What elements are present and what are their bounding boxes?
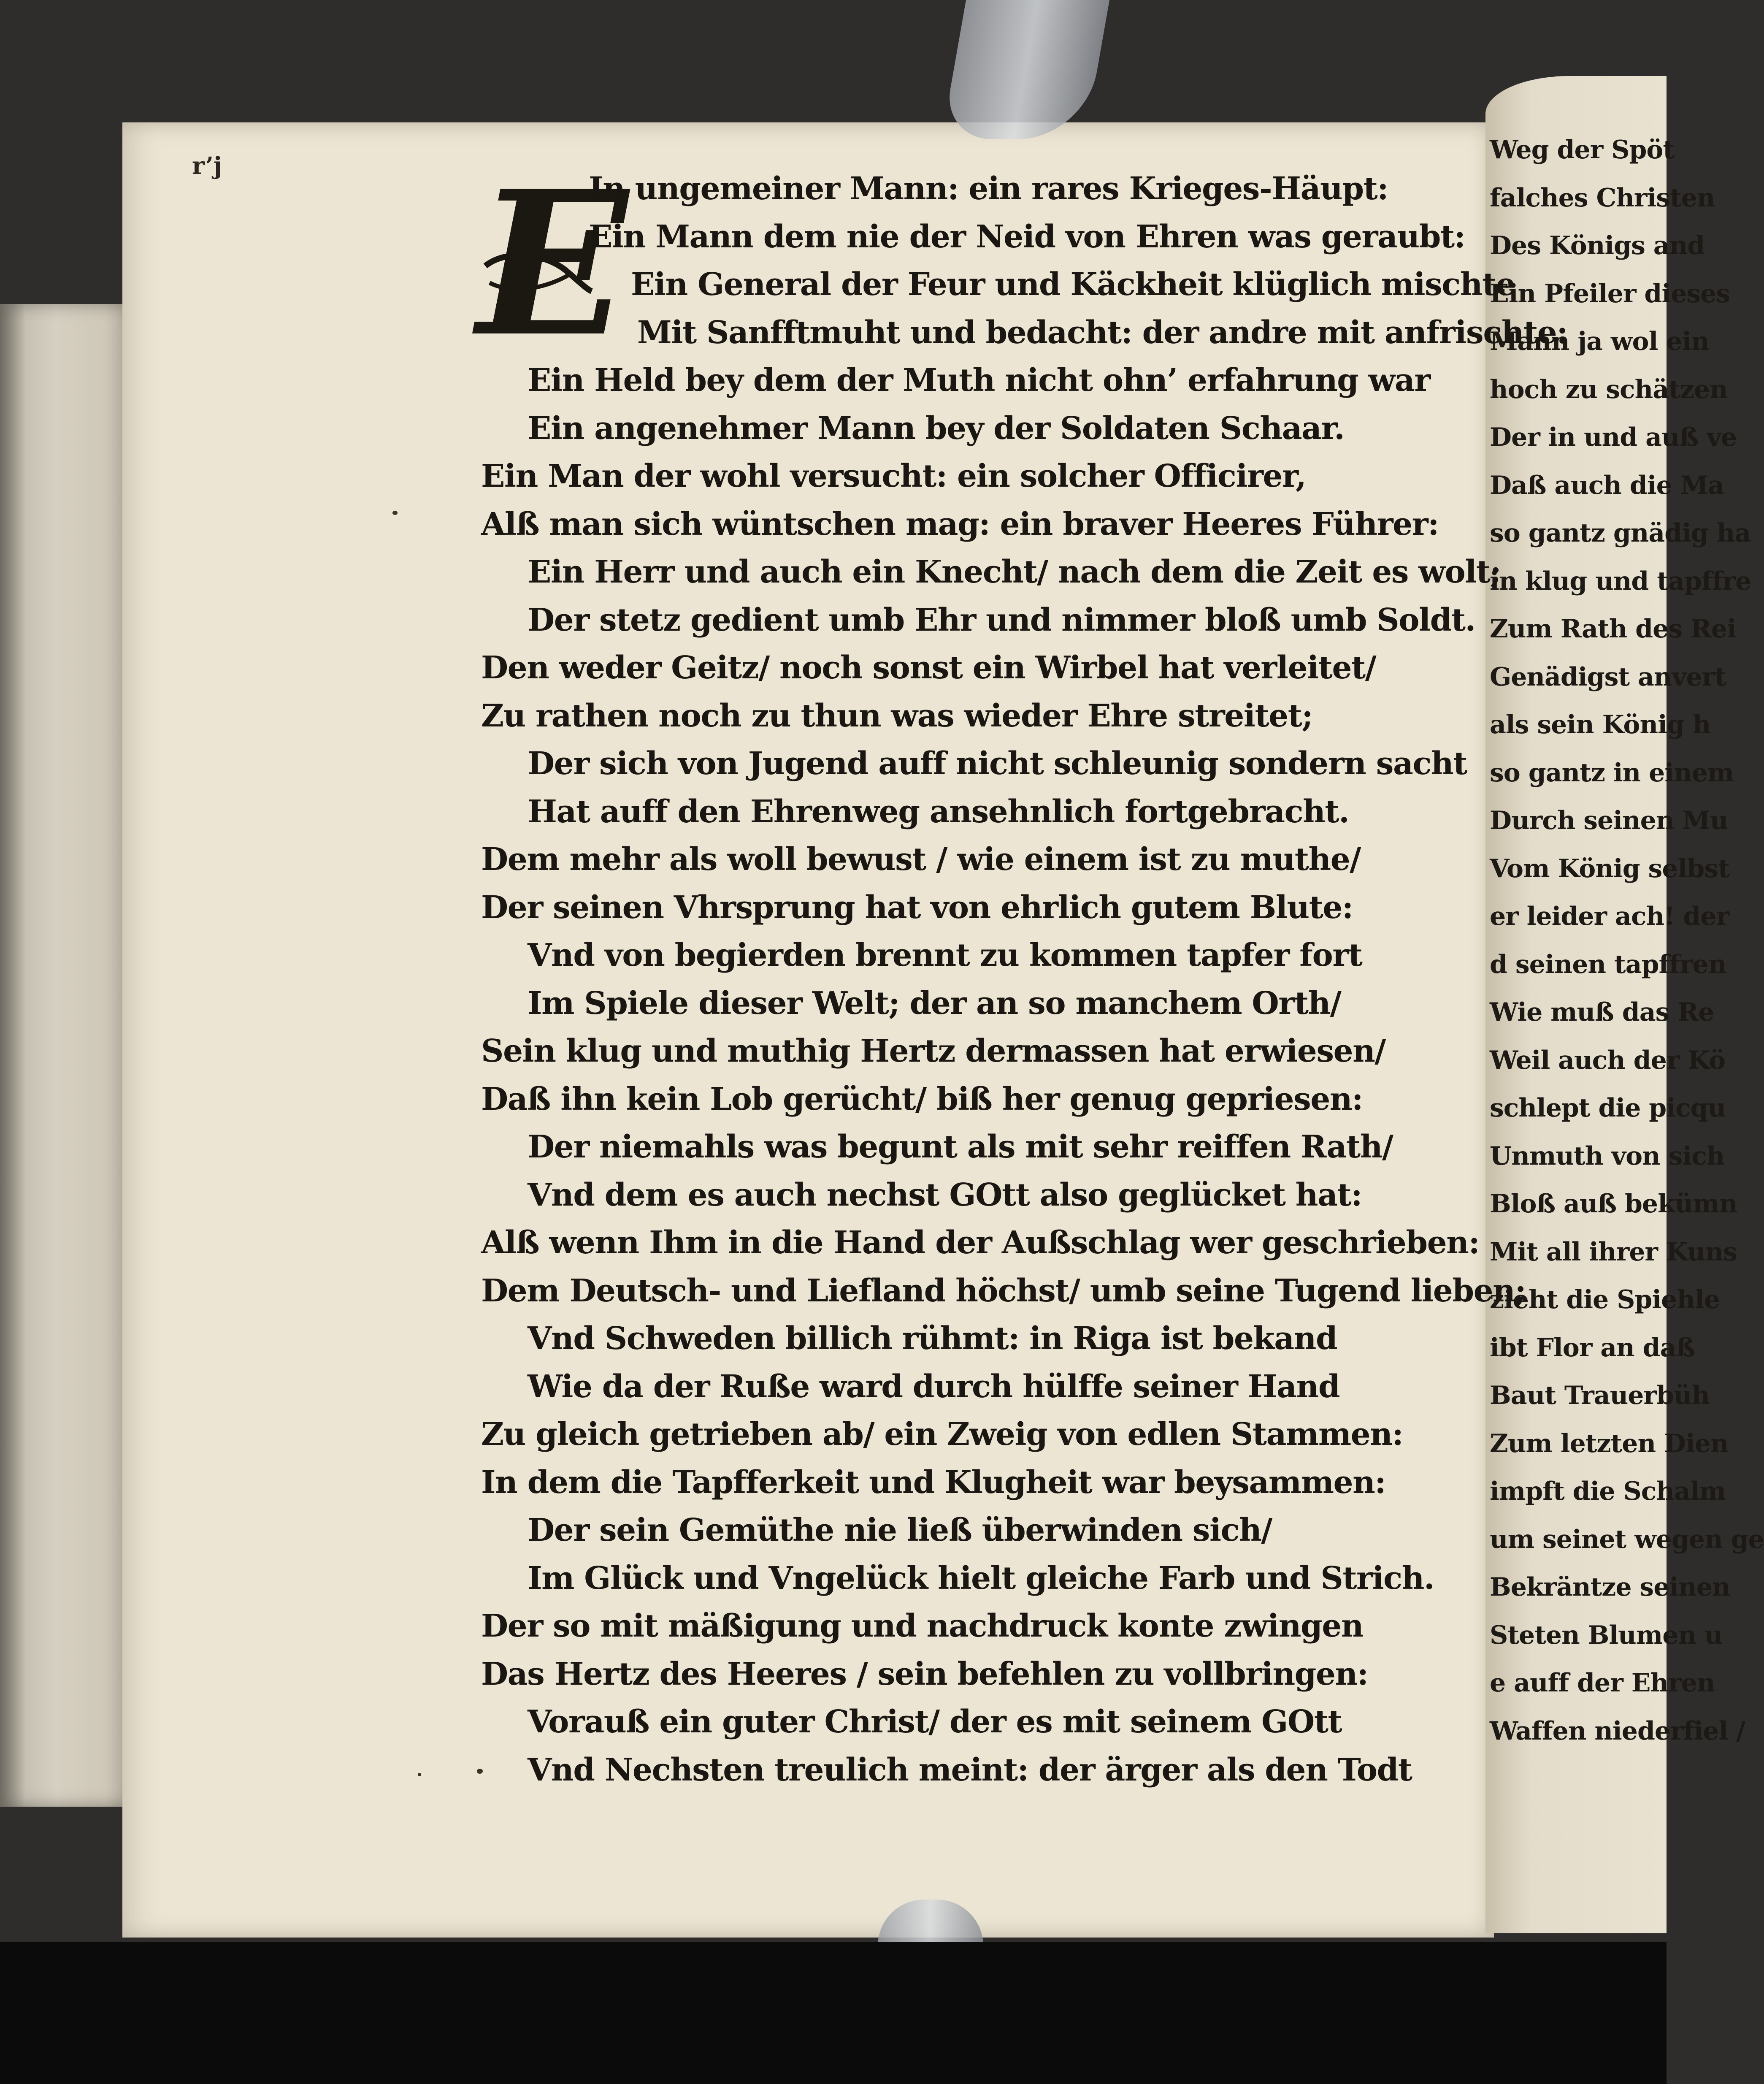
facing-page-line: Durch seinen Mu bbox=[1490, 806, 1728, 835]
facing-page-line: Mit all ihrer Kuns bbox=[1490, 1237, 1737, 1267]
facing-page-line: als sein König h bbox=[1490, 710, 1711, 740]
facing-page-line: Wie muß das Re bbox=[1490, 997, 1714, 1027]
facing-page-line: ibt Flor an daß bbox=[1490, 1333, 1695, 1363]
facing-page-line: Der in und auß ve bbox=[1490, 423, 1737, 452]
poem-line: Dem mehr als woll bewust / wie einem ist zu muthe/ bbox=[481, 841, 1361, 878]
poem-line: Hat auff den Ehrenweg ansehnlich fortgebracht. bbox=[528, 794, 1349, 830]
facing-page-line: impft die Schalm bbox=[1490, 1477, 1726, 1506]
facing-page-line: e auff der Ehren bbox=[1490, 1668, 1715, 1698]
poem-line: Mit Sanfftmuht und bedacht: der andre mit anfrischte: bbox=[637, 314, 1568, 351]
facing-page-line: Des Königs and bbox=[1490, 231, 1705, 260]
poem-line: Das Hertz des Heeres / sein befehlen zu vollbringen: bbox=[481, 1656, 1368, 1692]
facing-page-line: Unmuth von sich bbox=[1490, 1141, 1725, 1171]
facing-page-line: Waffen niederfiel / bbox=[1490, 1716, 1745, 1746]
facing-page-line: Daß auch die Ma bbox=[1490, 471, 1724, 500]
facing-page-line: falches Christen bbox=[1490, 183, 1715, 213]
facing-page-line: d seinen tapffren bbox=[1490, 950, 1726, 979]
poem-line: Der seinen Vhrsprung hat von ehrlich gutem Blute: bbox=[481, 889, 1353, 926]
poem-line: Der so mit mäßigung und nachdruck konte zwingen bbox=[481, 1608, 1364, 1644]
poem-line: Ein Mann dem nie der Neid von Ehren was geraubt: bbox=[589, 219, 1465, 255]
poem-line: Ein angenehmer Mann bey der Soldaten Schaar. bbox=[528, 410, 1345, 447]
poem-line: Daß ihn kein Lob gerücht/ biß her genug gepriesen: bbox=[481, 1081, 1363, 1117]
facing-page-line: Bekräntze seinen bbox=[1490, 1572, 1730, 1602]
poem-line: In ungemeiner Mann: ein rares Krieges-Häupt: bbox=[589, 171, 1388, 207]
poem-line: Der sich von Jugend auff nicht schleunig sondern sacht bbox=[528, 745, 1467, 782]
poem-line: Im Spiele dieser Welt; der an so manchem Orth/ bbox=[528, 985, 1341, 1022]
facing-page bbox=[1485, 76, 1764, 1933]
poem-line: Ein General der Feur und Käckheit klüglich mischte bbox=[631, 266, 1515, 303]
facing-page-line: Bloß auß bekümn bbox=[1490, 1189, 1737, 1219]
poem-line: Vnd dem es auch nechst GOtt also geglücket hat: bbox=[528, 1177, 1362, 1213]
poem-line: In dem die Tapfferkeit und Klugheit war beysammen: bbox=[481, 1464, 1386, 1501]
facing-page-line: Zum Rath des Rei bbox=[1490, 614, 1736, 644]
drop-cap-flourish bbox=[481, 249, 595, 295]
facing-page-line: Zum letzten Dien bbox=[1490, 1429, 1729, 1458]
facing-page-line: Weil auch der Kö bbox=[1490, 1046, 1726, 1075]
poem-line: Wie da der Ruße ward durch hülffe seiner Hand bbox=[528, 1369, 1340, 1405]
facing-page-line: er leider ach! der bbox=[1490, 902, 1729, 931]
poem-line: Der niemahls was begunt als mit sehr reiffen Rath/ bbox=[528, 1129, 1393, 1165]
page-mark: r’j bbox=[192, 152, 222, 180]
drop-cap: E bbox=[477, 147, 628, 380]
facing-page-line: zieht die Spiehle bbox=[1490, 1285, 1720, 1314]
poem-line: Zu gleich getrieben ab/ ein Zweig von edlen Stammen: bbox=[481, 1416, 1403, 1453]
facing-page-line: Baut Trauerbüh bbox=[1490, 1381, 1710, 1410]
poem-line: Der sein Gemüthe nie ließ überwinden sich/ bbox=[528, 1512, 1272, 1548]
facing-page-line: Genädigst anvert bbox=[1490, 662, 1726, 692]
facing-page-line: Steten Blumen u bbox=[1490, 1621, 1723, 1650]
poem-line: Im Glück und Vngelück hielt gleiche Farb und Strich. bbox=[528, 1560, 1434, 1596]
facing-page-line: Ein Pfeiler dieses bbox=[1490, 279, 1730, 309]
facing-page-line: hoch zu schätzen bbox=[1490, 375, 1728, 404]
poem-line: Vorauß ein guter Christ/ der es mit seinem GOtt bbox=[528, 1704, 1342, 1740]
facing-page-line: Weg der Spöt bbox=[1490, 135, 1675, 165]
poem-line: Alß wenn Ihm in die Hand der Außschlag wer geschrieben: bbox=[481, 1225, 1480, 1261]
poem-line: Vnd Schweden billich rühmt: in Riga ist bekand bbox=[528, 1320, 1337, 1357]
left-book-block bbox=[0, 304, 139, 1807]
poem-line: Ein Held bey dem der Muth nicht ohn’ erfahrung war bbox=[528, 362, 1430, 398]
facing-page-line: in klug und tapffre bbox=[1490, 566, 1751, 596]
poem-line: Ein Herr und auch ein Knecht/ nach dem die Zeit es wolt; bbox=[528, 554, 1501, 590]
facing-page-line: Mann ja wol ein bbox=[1490, 327, 1709, 356]
facing-page-line: so gantz in einem bbox=[1490, 758, 1734, 788]
scan-background-bottom bbox=[0, 1942, 1667, 2084]
poem-line: Vnd Nechsten treulich meint: der ärger als den Todt bbox=[528, 1752, 1412, 1788]
poem-line: Sein klug und muthig Hertz dermassen hat erwiesen/ bbox=[481, 1033, 1385, 1069]
facing-page-line: schlept die picqu bbox=[1490, 1093, 1726, 1123]
poem-line: Den weder Geitz/ noch sonst ein Wirbel hat verleitet/ bbox=[481, 650, 1376, 686]
facing-page-line: um seinet wegen ge bbox=[1490, 1525, 1764, 1554]
poem-line: Dem Deutsch- und Liefland höchst/ umb seine Tugend lieben; bbox=[481, 1273, 1526, 1309]
poem-line: Zu rathen noch zu thun was wieder Ehre streitet; bbox=[481, 698, 1313, 734]
poem-line: Alß man sich wüntschen mag: ein braver Heeres Führer: bbox=[481, 506, 1439, 542]
poem-line: Vnd von begierden brennt zu kommen tapfer fort bbox=[528, 937, 1362, 973]
facing-page-line: so gantz gnädig ha bbox=[1490, 518, 1751, 548]
poem-line: Ein Man der wohl versucht: ein solcher Officirer, bbox=[481, 458, 1306, 494]
poem-line: Der stetz gedient umb Ehr und nimmer bloß umb Soldt. bbox=[528, 602, 1475, 638]
page-clip-top bbox=[942, 0, 1109, 139]
facing-page-line: Vom König selbst bbox=[1490, 854, 1729, 883]
